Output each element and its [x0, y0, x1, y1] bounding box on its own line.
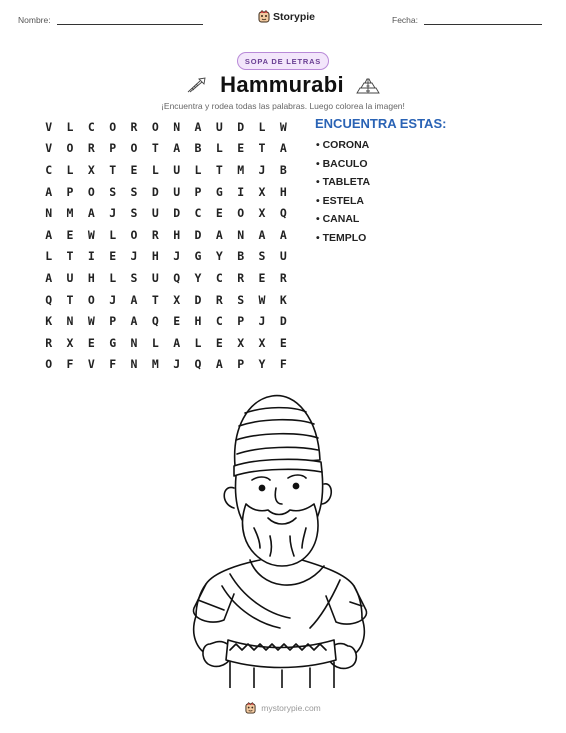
footer: [0, 702, 566, 714]
grid-cell[interactable]: E: [66, 227, 74, 242]
grid-cell[interactable]: J: [173, 249, 181, 264]
word-item: • ESTELA: [316, 194, 365, 207]
title-row: [0, 72, 566, 98]
grid-cell[interactable]: A: [45, 227, 53, 242]
grid-cell[interactable]: L: [194, 162, 202, 177]
grid-cell[interactable]: D: [279, 314, 287, 329]
grid-cell[interactable]: W: [87, 314, 95, 329]
instructions: ¡Encuentra y rodea todas las palabras. Luego colorea la imagen!: [161, 101, 405, 111]
grid-cell[interactable]: L: [194, 335, 202, 350]
grid-cell[interactable]: C: [215, 314, 223, 329]
grid-cell[interactable]: S: [130, 270, 138, 285]
grid-cell[interactable]: A: [215, 227, 223, 242]
grid-cell[interactable]: R: [237, 270, 245, 285]
grid-cell[interactable]: X: [258, 335, 266, 350]
name-label: Nombre:: [18, 15, 51, 25]
grid-cell[interactable]: E: [215, 335, 223, 350]
grid-cell[interactable]: L: [109, 227, 117, 242]
grid-cell[interactable]: Y: [258, 357, 266, 372]
grid-cell[interactable]: Q: [194, 357, 202, 372]
grid-cell[interactable]: E: [109, 249, 117, 264]
grid-cell[interactable]: F: [109, 357, 117, 372]
ziggurat-icon: [356, 76, 380, 94]
grid-cell[interactable]: R: [151, 227, 159, 242]
date-label: Fecha:: [392, 15, 418, 25]
grid-cell[interactable]: U: [151, 206, 159, 221]
grid-cell[interactable]: V: [87, 357, 95, 372]
grid-cell[interactable]: X: [66, 335, 74, 350]
grid-cell[interactable]: U: [173, 184, 181, 199]
word-item: • CANAL: [316, 213, 360, 226]
grid-cell[interactable]: F: [66, 357, 74, 372]
grid-cell[interactable]: H: [87, 270, 95, 285]
grid-cell[interactable]: R: [45, 335, 53, 350]
grid-cell[interactable]: S: [109, 184, 117, 199]
grid-cell[interactable]: J: [109, 292, 117, 307]
grid-cell[interactable]: U: [151, 270, 159, 285]
grid-cell[interactable]: O: [151, 119, 159, 134]
grid-cell[interactable]: P: [109, 314, 117, 329]
grid-cell[interactable]: T: [151, 141, 159, 156]
grid-cell[interactable]: J: [130, 249, 138, 264]
grid-cell[interactable]: D: [194, 292, 202, 307]
name-field[interactable]: [18, 15, 203, 25]
storypie-logo-icon: [245, 702, 256, 714]
date-line[interactable]: [424, 16, 542, 25]
grid-cell[interactable]: L: [45, 249, 53, 264]
grid-cell[interactable]: A: [279, 141, 287, 156]
grid-cell[interactable]: R: [215, 292, 223, 307]
grid-cell[interactable]: T: [151, 292, 159, 307]
grid-cell[interactable]: H: [279, 184, 287, 199]
grid-cell[interactable]: D: [151, 184, 159, 199]
grid-cell[interactable]: M: [237, 162, 245, 177]
grid-cell[interactable]: Y: [215, 249, 223, 264]
grid-cell[interactable]: E: [237, 141, 245, 156]
grid-cell[interactable]: N: [66, 314, 74, 329]
brand-logo: [258, 10, 315, 23]
grid-cell[interactable]: W: [87, 227, 95, 242]
grid-cell[interactable]: O: [109, 119, 117, 134]
grid-cell[interactable]: L: [109, 270, 117, 285]
grid-cell[interactable]: A: [173, 141, 181, 156]
grid-cell[interactable]: V: [45, 141, 53, 156]
grid-cell[interactable]: G: [194, 249, 202, 264]
grid-cell[interactable]: X: [258, 184, 266, 199]
grid-cell[interactable]: Y: [194, 270, 202, 285]
grid-cell[interactable]: W: [279, 119, 287, 134]
grid-cell[interactable]: J: [173, 357, 181, 372]
grid-cell[interactable]: O: [87, 292, 95, 307]
hammurabi-coloring-illustration: [150, 388, 420, 688]
grid-cell[interactable]: T: [66, 292, 74, 307]
grid-cell[interactable]: O: [130, 141, 138, 156]
grid-cell[interactable]: U: [215, 119, 223, 134]
grid-cell[interactable]: P: [194, 184, 202, 199]
grid-cell[interactable]: D: [237, 119, 245, 134]
grid-cell[interactable]: E: [130, 162, 138, 177]
grid-cell[interactable]: A: [87, 206, 95, 221]
grid-cell[interactable]: B: [237, 249, 245, 264]
grid-cell[interactable]: Q: [45, 292, 53, 307]
grid-cell[interactable]: Q: [279, 206, 287, 221]
activity-badge: SOPA DE LETRAS: [237, 52, 329, 70]
grid-cell[interactable]: C: [87, 119, 95, 134]
grid-cell[interactable]: U: [173, 162, 181, 177]
grid-cell[interactable]: O: [87, 184, 95, 199]
grid-cell[interactable]: M: [66, 206, 74, 221]
grid-cell[interactable]: N: [130, 335, 138, 350]
grid-cell[interactable]: U: [66, 270, 74, 285]
grid-cell[interactable]: L: [66, 162, 74, 177]
grid-cell[interactable]: D: [194, 227, 202, 242]
grid-cell[interactable]: N: [237, 227, 245, 242]
grid-cell[interactable]: M: [151, 357, 159, 372]
grid-cell[interactable]: H: [173, 227, 181, 242]
grid-cell[interactable]: E: [173, 314, 181, 329]
grid-cell[interactable]: O: [45, 357, 53, 372]
grid-cell[interactable]: E: [279, 335, 287, 350]
word-list: [316, 136, 370, 248]
name-line[interactable]: [57, 16, 203, 25]
grid-cell[interactable]: G: [109, 335, 117, 350]
grid-cell[interactable]: C: [194, 206, 202, 221]
brand-name: Storypie: [273, 10, 316, 23]
grid-cell[interactable]: P: [109, 141, 117, 156]
grid-cell[interactable]: C: [45, 162, 53, 177]
grid-cell[interactable]: J: [258, 162, 266, 177]
grid-cell[interactable]: T: [215, 162, 223, 177]
grid-cell[interactable]: T: [258, 141, 266, 156]
grid-cell[interactable]: I: [237, 184, 245, 199]
grid-cell[interactable]: A: [45, 270, 53, 285]
grid-cell[interactable]: Q: [173, 270, 181, 285]
grid-cell[interactable]: X: [87, 162, 95, 177]
grid-cell[interactable]: P: [237, 314, 245, 329]
word-item: • TEMPLO: [316, 231, 367, 244]
grid-cell[interactable]: R: [279, 270, 287, 285]
grid-cell[interactable]: S: [130, 206, 138, 221]
grid-cell[interactable]: P: [66, 184, 74, 199]
grid-cell[interactable]: T: [66, 249, 74, 264]
scepter-icon: [186, 76, 208, 94]
grid-cell[interactable]: L: [151, 335, 159, 350]
grid-cell[interactable]: X: [237, 335, 245, 350]
grid-cell[interactable]: A: [194, 119, 202, 134]
grid-cell[interactable]: N: [173, 119, 181, 134]
grid-cell[interactable]: E: [87, 335, 95, 350]
grid-cell[interactable]: V: [45, 119, 53, 134]
grid-cell[interactable]: L: [66, 119, 74, 134]
grid-cell[interactable]: J: [109, 206, 117, 221]
grid-cell[interactable]: A: [45, 184, 53, 199]
grid-cell[interactable]: E: [215, 206, 223, 221]
grid-cell[interactable]: O: [237, 206, 245, 221]
grid-cell[interactable]: G: [215, 184, 223, 199]
grid-cell[interactable]: B: [194, 141, 202, 156]
grid-cell[interactable]: A: [215, 357, 223, 372]
grid-cell[interactable]: A: [173, 335, 181, 350]
grid-cell[interactable]: O: [130, 227, 138, 242]
grid-cell[interactable]: N: [45, 206, 53, 221]
grid-cell[interactable]: A: [279, 227, 287, 242]
words-heading: ENCUENTRA ESTAS:: [315, 116, 447, 131]
grid-cell[interactable]: S: [258, 249, 266, 264]
grid-cell[interactable]: N: [130, 357, 138, 372]
grid-cell[interactable]: U: [279, 249, 287, 264]
word-search-grid: [38, 116, 294, 375]
grid-cell[interactable]: I: [87, 249, 95, 264]
grid-cell[interactable]: S: [237, 292, 245, 307]
grid-cell[interactable]: X: [258, 206, 266, 221]
grid-cell[interactable]: S: [130, 184, 138, 199]
grid-cell[interactable]: A: [130, 314, 138, 329]
date-field[interactable]: [392, 15, 542, 25]
page-title: Hammurabi: [220, 72, 344, 97]
grid-cell[interactable]: L: [215, 141, 223, 156]
grid-cell[interactable]: H: [194, 314, 202, 329]
grid-cell[interactable]: R: [130, 119, 138, 134]
word-item: • BACULO: [316, 157, 368, 170]
storypie-logo-icon: [258, 10, 270, 23]
grid-cell[interactable]: P: [237, 357, 245, 372]
grid-cell[interactable]: R: [87, 141, 95, 156]
grid-cell[interactable]: L: [151, 162, 159, 177]
grid-cell[interactable]: E: [258, 270, 266, 285]
grid-cell[interactable]: X: [173, 292, 181, 307]
grid-cell[interactable]: O: [66, 141, 74, 156]
word-item: • TABLETA: [316, 176, 371, 189]
grid-cell[interactable]: T: [109, 162, 117, 177]
grid-cell[interactable]: K: [279, 292, 287, 307]
grid-cell[interactable]: F: [279, 357, 287, 372]
word-item: • CORONA: [316, 139, 370, 151]
grid-cell[interactable]: A: [258, 227, 266, 242]
grid-cell[interactable]: L: [258, 119, 266, 134]
grid-cell[interactable]: Q: [151, 314, 159, 329]
grid-cell[interactable]: C: [215, 270, 223, 285]
grid-cell[interactable]: H: [151, 249, 159, 264]
grid-cell[interactable]: W: [258, 292, 266, 307]
grid-cell[interactable]: A: [130, 292, 138, 307]
grid-cell[interactable]: J: [258, 314, 266, 329]
grid-cell[interactable]: B: [279, 162, 287, 177]
footer-site[interactable]: mystorypie.com: [261, 703, 321, 713]
grid-cell[interactable]: D: [173, 206, 181, 221]
grid-cell[interactable]: K: [45, 314, 53, 329]
